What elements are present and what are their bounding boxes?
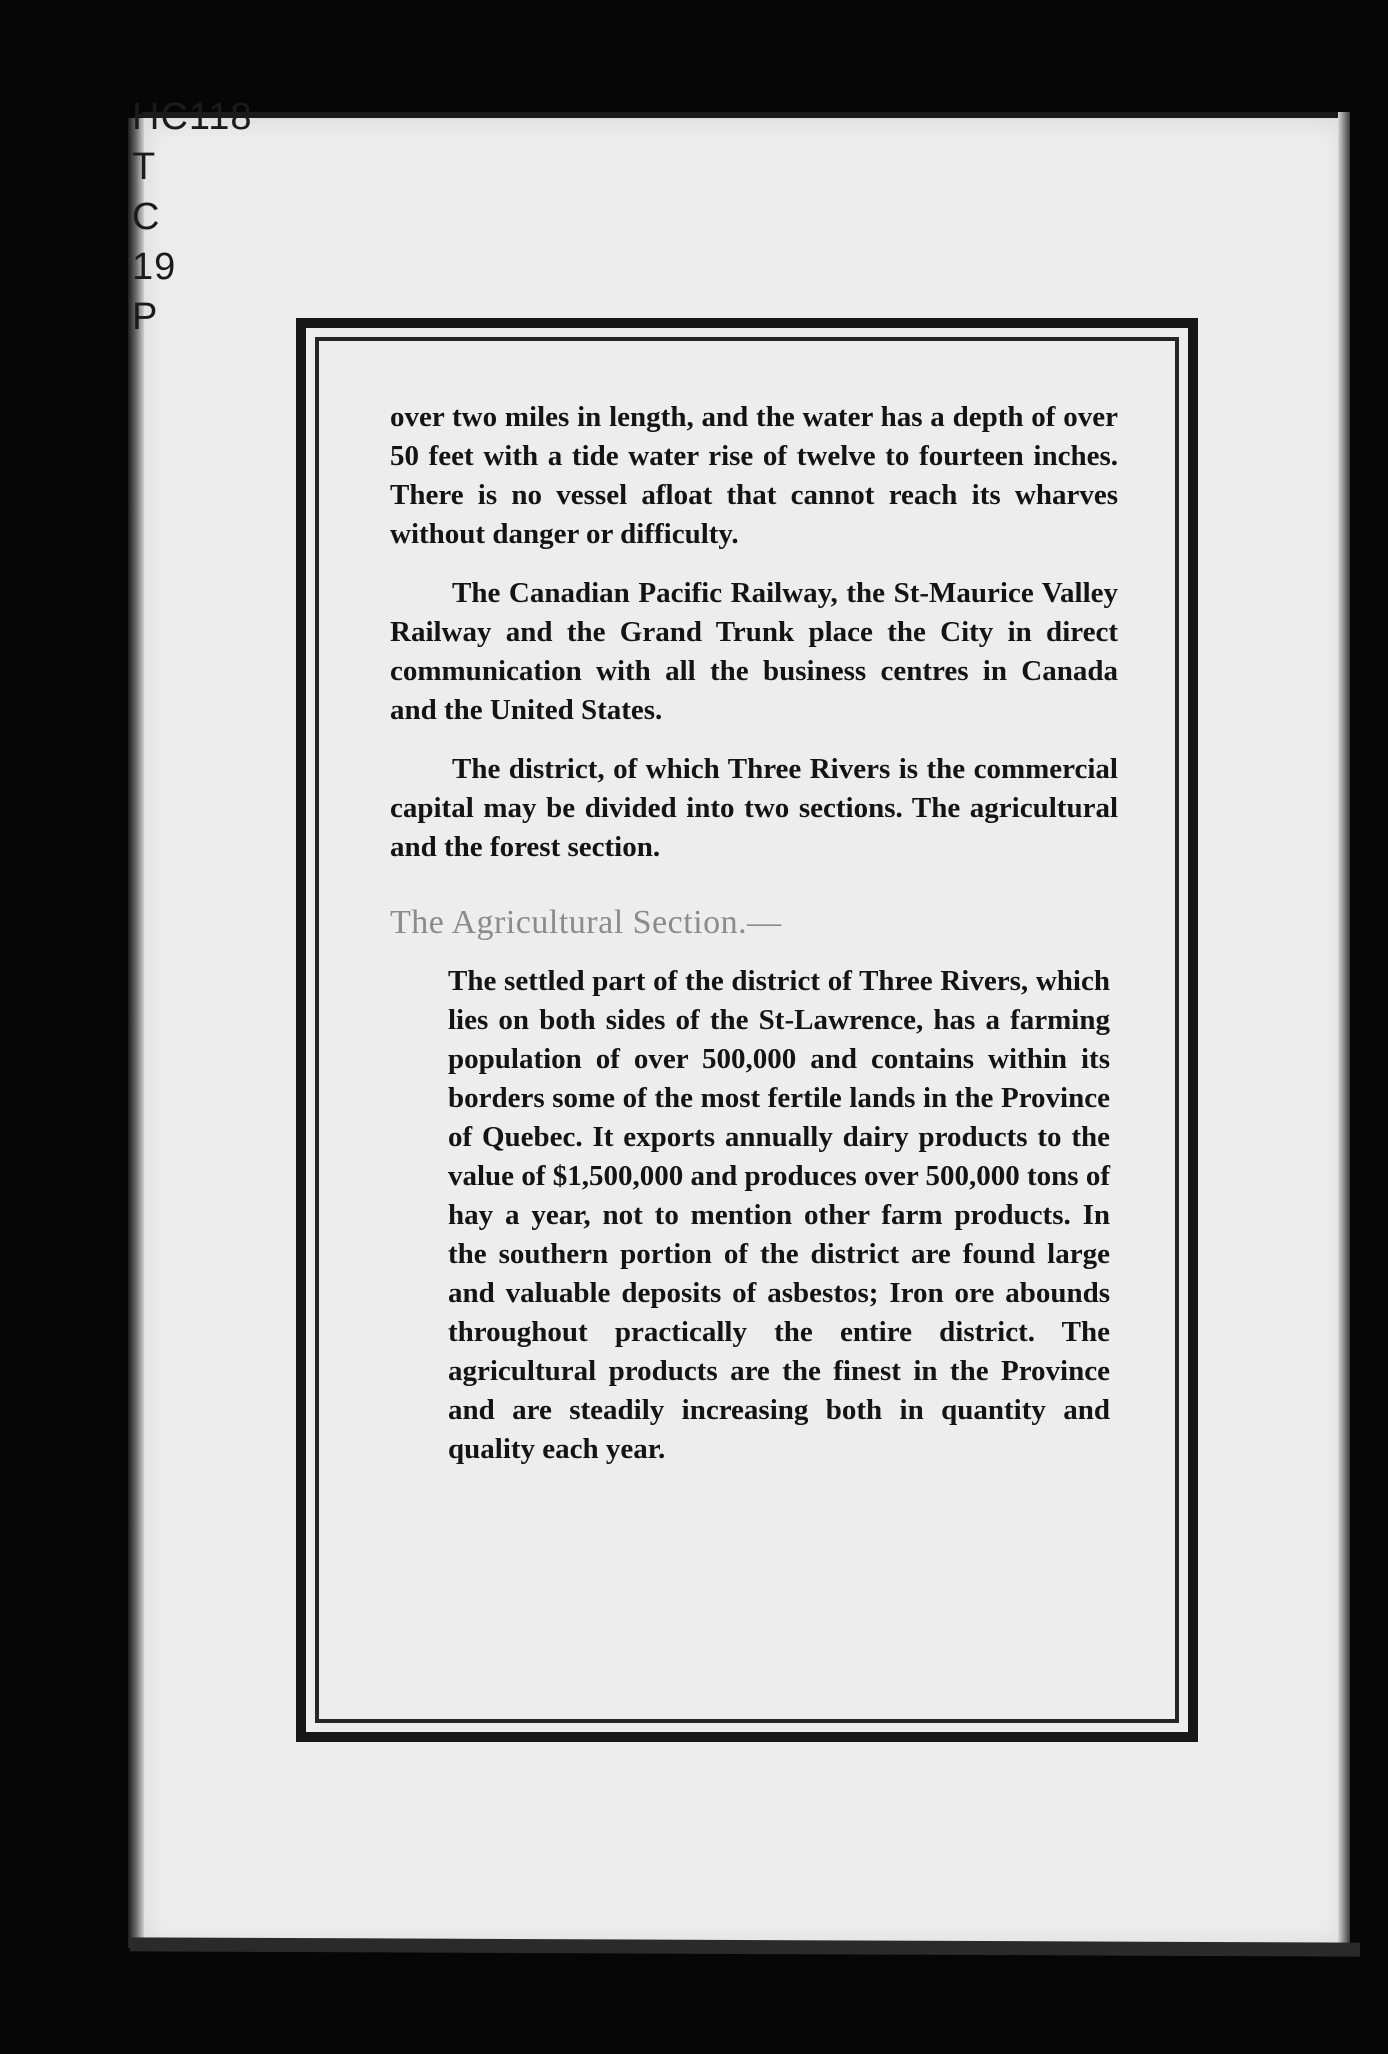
paragraph-district: The district, of which Three Rivers is the commercial capital may be divided into two sections. The agricultural and the forest section.	[390, 753, 1118, 863]
page-binding-edge	[128, 118, 144, 1948]
page-right-edge	[1338, 112, 1350, 1952]
section-heading: The Agricultural Section.—	[390, 904, 782, 941]
catalog-mark: HC118 T C 19 P	[132, 96, 253, 338]
paragraph-railways: The Canadian Pacific Railway, the St-Maurice Valley Railway and the Grand Trunk place the City in direct communication with all the business centres in Canada and the United States.	[390, 577, 1118, 726]
document-text-block	[390, 398, 1118, 1489]
paragraph-continuation: over two miles in length, and the water has a depth of over 50 feet with a tide water rise of twelve to fourteen inches. There is no vessel afloat that cannot reach its wharves without danger or difficulty.	[390, 401, 1118, 550]
section-paragraph: The settled part of the district of Three Rivers, which lies on both sides of the St-Lawrence, has a farming population of over 500,000 and contains within its borders some of the most fertile lands in the Province of Quebec. It exports annually dairy products to the value of $1,500,000 and produces over 500,000 tons of hay a year, not to mention other farm products. In the southern portion of the district are found large and valuable deposits of asbestos; Iron ore abounds throughout practically the entire district. The agricultural products are the finest in the Province and are steadily increasing both in quantity and quality each year.	[448, 965, 1110, 1465]
